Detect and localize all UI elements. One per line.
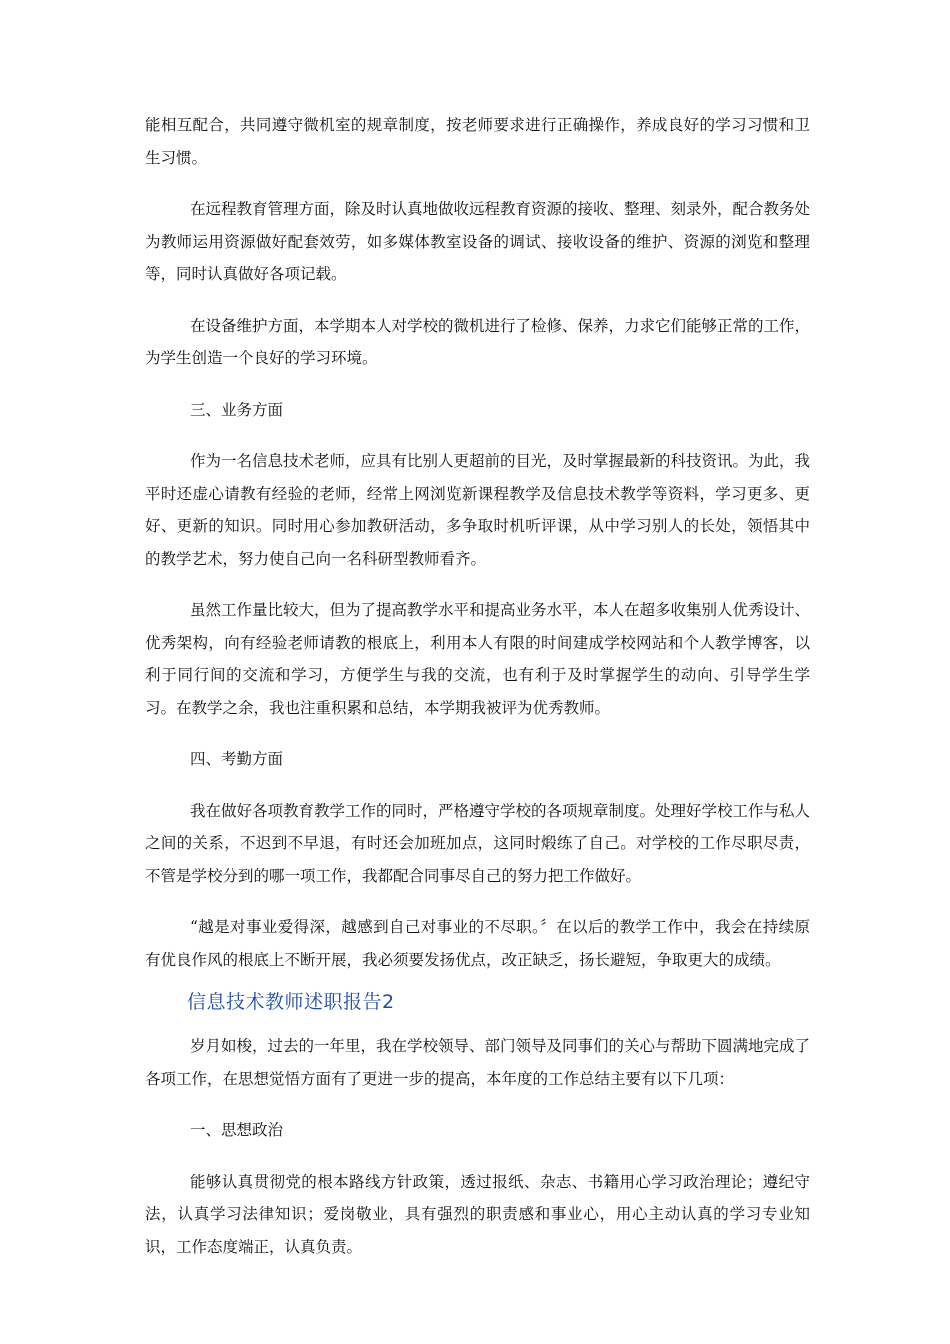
paragraph: 在设备维护方面，本学期本人对学校的微机进行了检修、保养，力求它们能够正常的工作，为学生创造一个良好的学习环境。: [145, 316, 810, 367]
paragraph: “越是对事业爱得深，越感到自己对事业的不尽职。〞在以后的教学工作中，我会在持续原有优良作风的根底上不断开展，我必须要发扬优点，改正缺乏，扬长避短，争取更大的成绩。: [145, 918, 810, 969]
subsection-title: 三、业务方面: [189, 400, 283, 419]
paragraph: 能够认真贯彻党的根本路线方针政策，透过报纸、杂志、书籍用心学习政治理论；遵纪守法，认真学习法律知识；爱岗敬业，具有强烈的职责感和事业心，用心主动认真的学习专业知识，工作态度端正，认真负责。: [145, 1172, 810, 1256]
section-heading: 信息技术教师述职报告2: [187, 991, 395, 1013]
subsection-title: 一、思想政治: [189, 1121, 283, 1139]
paragraph: 作为一名信息技术老师，应具有比别人更超前的目光，及时掌握最新的科技资讯。为此，我平时还虚心请教有经验的老师，经常上网浏览新课程教学及信息技术教学等资料，学习更多、更好、更新的知识。同时用心参加教研活动，多争取时机听评课，从中学习别人的长处，领悟其中的教学艺术，努力使自己向一名科研型教师看齐。: [145, 452, 810, 568]
paragraph: 在远程教育管理方面，除及时认真地做收远程教育资源的接收、整理、刻录外，配合教务处为教师运用资源做好配套效劳，如多媒体教室设备的调试、接收设备的维护、资源的浏览和整理等，同时认真做好各项记载。: [145, 200, 810, 283]
paragraph: 我在做好各项教育教学工作的同时，严格遵守学校的各项规章制度。处理好学校工作与私人之间的关系，不迟到不早退，有时还会加班加点，这同时煅练了自己。对学校的工作尽职尽责，不管是学校分到的哪一项工作，我都配合同事尽自己的努力把工作做好。: [145, 801, 810, 885]
paragraph: 能相互配合，共同遵守微机室的规章制度，按老师要求进行正确操作，养成良好的学习习惯和卫生习惯。: [145, 116, 810, 167]
paragraph: 岁月如梭，过去的一年里，我在学校领导、部门领导及同事们的关心与帮助下圆满地完成了各项工作，在思想觉悟方面有了更进一步的提高，本年度的工作总结主要有以下几项：: [145, 1037, 810, 1088]
document-page: [145, 109, 810, 1282]
paragraph: 虽然工作量比较大，但为了提高教学水平和提高业务水平，本人在超多收集别人优秀设计、优秀架构，向有经验老师请教的根底上，利用本人有限的时间建成学校网站和个人教学博客，以利于同行间的交流和学习，方便学生与我的交流，也有利于及时掌握学生的动向、引导学生学习。在教学之余，我也注重积累和总结，本学期我被评为优秀教师。: [145, 601, 810, 717]
subsection-title: 四、考勤方面: [189, 750, 283, 768]
